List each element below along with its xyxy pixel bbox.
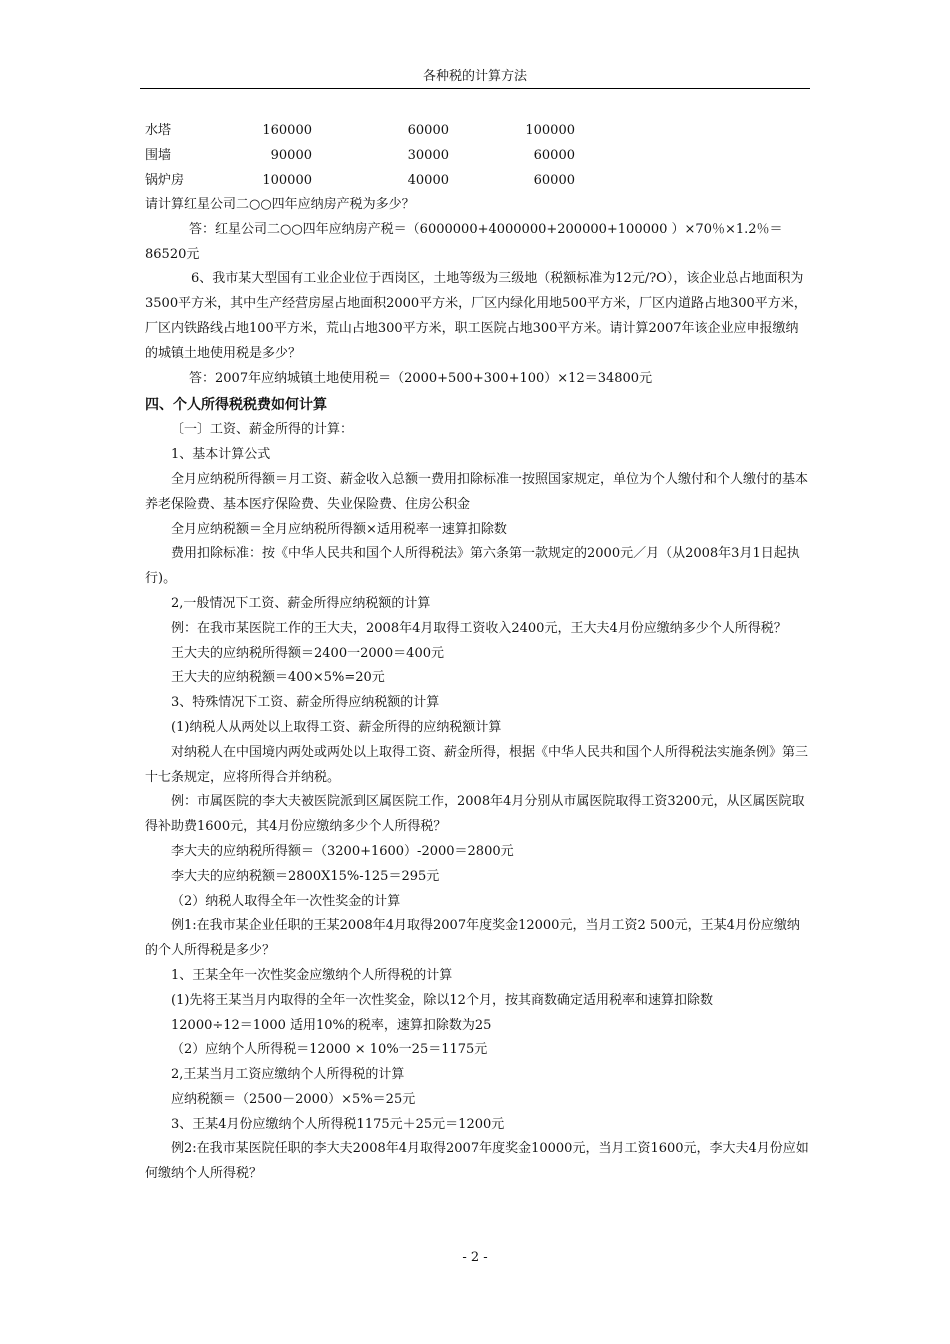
row-value-2: 30000 [407, 148, 449, 163]
table-row [145, 118, 810, 143]
row-value-1: 160000 [262, 123, 312, 138]
formula-tax-amount: 全月应纳税额＝全月应纳税所得额×适用税率一速算扣除数 [171, 521, 507, 537]
item-special-case: 3、特殊情况下工资、薪金所得应纳税额的计算 [171, 695, 440, 711]
page-header-title: 各种税的计算方法 [422, 69, 527, 84]
header-rule [140, 88, 810, 89]
bonus-step-2a: 应纳税额＝（2500－2000）×5%＝25元 [171, 1091, 416, 1107]
bonus-step-1b: 12000÷12＝1000 适用10%的税率，速算扣除数为25 [171, 1017, 492, 1033]
row-value-2: 40000 [407, 173, 449, 188]
row-name: 水塔 [145, 123, 172, 138]
example-bonus-1: 例1:在我市某企业任职的王某2008年4月取得2007年度奖金12000元，当月工资2 500元，王某4月份应缴纳的个人所得税是多少？ [145, 918, 800, 959]
q6-answer: 答：2007年应纳城镇土地使用税＝（2000+500+300+100）×12＝34800元 [189, 370, 653, 386]
item-two-sources: (1)纳税人从两处以上取得工资、薪金所得的应纳税额计算 [171, 719, 502, 735]
formula-taxable-income: 全月应纳税所得额＝月工资、薪金收入总额一费用扣除标准一按照国家规定，单位为个人缴付和个人缴付的基本养老保险费、基本医疗保险费、失业保险费、住房公积金 [145, 471, 809, 512]
document-body [145, 118, 810, 1187]
example-li-taxable: 李大夫的应纳税所得额＝（3200+1600）-2000＝2800元 [171, 843, 514, 859]
item-general-case: 2,一般情况下工资、薪金所得应纳税额的计算 [171, 595, 431, 611]
bonus-step-1c: （2）应纳个人所得税＝12000 × 10%一25＝1175元 [171, 1042, 488, 1058]
row-name: 锅炉房 [145, 173, 185, 188]
table-row [145, 168, 810, 193]
bonus-step-3: 3、王某4月份应缴纳个人所得税1175元＋25元＝1200元 [171, 1116, 505, 1132]
example-bonus-2: 例2:在我市某医院任职的李大夫2008年4月取得2007年度奖金10000元，当月工资1600元，李大夫4月份应如何缴纳个人所得税？ [145, 1141, 809, 1182]
table-row [145, 143, 810, 168]
subsection-wages: 〔一〕工资、薪金所得的计算： [171, 422, 354, 438]
row-value-1: 90000 [270, 148, 312, 163]
example-li: 例：市属医院的李大夫被医院派到区属医院工作，2008年4月分别从市属医院取得工资3200元，从区属医院取得补助费1600元，其4月份应缴纳多少个人所得税？ [145, 794, 805, 835]
two-sources-text: 对纳税人在中国境内两处或两处以上取得工资、薪金所得，根据《中华人民共和国个人所得税法实施条例》第三十七条规定，应将所得合并纳税。 [145, 744, 809, 785]
bonus-step-1a: (1)先将王某当月内取得的全年一次性奖金，除以12个月，按其商数确定适用税率和速算扣除数 [171, 992, 713, 1008]
example-wang-tax: 王大夫的应纳税额＝400×5%=20元 [171, 670, 385, 686]
q5-answer: 答：红星公司二○○四年应纳房产税＝（6000000+4000000+200000+100000 ）×70％×1.2％＝86520元 [145, 221, 783, 262]
bonus-step-2: 2,王某当月工资应缴纳个人所得税的计算 [171, 1067, 405, 1083]
bonus-step-1: 1、王某全年一次性奖金应缴纳个人所得税的计算 [171, 967, 453, 983]
row-value-3: 60000 [533, 173, 575, 188]
row-value-1: 100000 [262, 173, 312, 188]
row-value-3: 100000 [525, 123, 575, 138]
q6-question: 6、我市某大型国有工业企业位于西岗区，土地等级为三级地（税额标准为12元/?O），该企业总占地面积为3500平方米，其中生产经营房屋占地面积2000平方米，厂区内绿化用地500平方米，厂区内道路占地300平方米，厂区内铁路线占地100平方米，荒山占地300平方米，职工医院占地300平方米。请计算2007年该企业应申报缴纳的城镇土地使用税是多少？ [145, 271, 807, 361]
section-heading-income-tax: 四、个人所得税税费如何计算 [145, 397, 327, 414]
example-li-tax: 李大夫的应纳税额＝2800X15%-125＝295元 [171, 868, 440, 884]
example-wang: 例：在我市某医院工作的王大夫，2008年4月取得工资收入2400元，王大夫4月份应缴纳多少个人所得税？ [171, 620, 787, 636]
row-value-2: 60000 [407, 123, 449, 138]
item-annual-bonus: （2）纳税人取得全年一次性奖金的计算 [171, 893, 401, 909]
deduction-standard: 费用扣除标准：按《中华人民共和国个人所得税法》第六条第一款规定的2000元／月（从2008年3月1日起执行)。 [145, 546, 800, 587]
item-basic-formula: 1、基本计算公式 [171, 447, 271, 463]
row-value-3: 60000 [533, 148, 575, 163]
row-name: 围墙 [145, 148, 172, 163]
example-wang-taxable: 王大夫的应纳税所得额＝2400一2000＝400元 [171, 645, 444, 661]
page-number: - 2 - [462, 1250, 488, 1265]
q5-question: 请计算红星公司二○○四年应纳房产税为多少？ [145, 197, 415, 212]
